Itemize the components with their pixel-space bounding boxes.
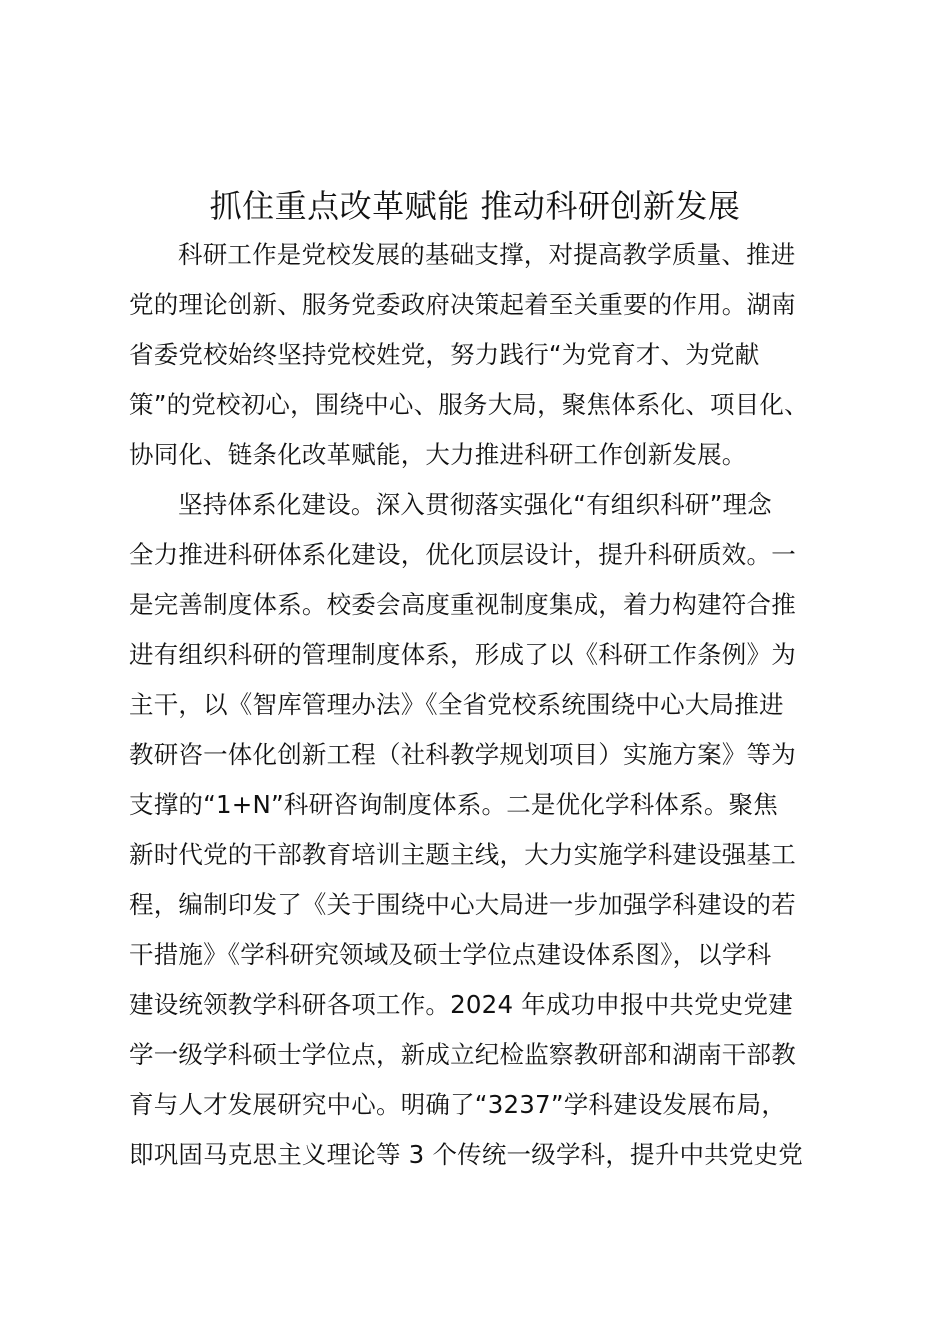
paragraph-2-line-2: 全力推进科研体系化建设，优化顶层设计，提升科研质效。一 — [129, 540, 796, 569]
paragraph-2-line-4: 进有组织科研的管理制度体系，形成了以《科研工作条例》为 — [129, 640, 796, 669]
paragraph-1-line-4: 策”的党校初心，围绕中心、服务大局，聚焦体系化、项目化、 — [129, 390, 809, 419]
paragraph-1-line-3: 省委党校始终坚持党校姓党，努力践行“为党育才、为党献 — [129, 340, 760, 369]
paragraph-2-line-9: 程，编制印发了《关于围绕中心大局进一步加强学科建设的若 — [129, 890, 796, 919]
document-title: 抓住重点改革赋能 推动科研创新发展 — [209, 187, 741, 225]
paragraph-2-line-6: 教研咨一体化创新工程（社科教学规划项目）实施方案》等为 — [129, 740, 796, 769]
paragraph-1-line-2: 党的理论创新、服务党委政府决策起着至关重要的作用。湖南 — [129, 290, 796, 319]
paragraph-2-line-5: 主干，以《智库管理办法》《全省党校系统围绕中心大局推进 — [129, 690, 784, 719]
paragraph-2-line-7: 支撑的“1+N”科研咨询制度体系。二是优化学科体系。聚焦 — [129, 790, 778, 819]
paragraph-2-line-13: 育与人才发展研究中心。明确了“3237”学科建设发展布局， — [129, 1090, 787, 1119]
paragraph-2-line-14: 即巩固马克思主义理论等 3 个传统一级学科，提升中共党史党 — [129, 1140, 803, 1169]
paragraph-2-line-8: 新时代党的干部教育培训主题主线，大力实施学科建设强基工 — [129, 840, 796, 869]
paragraph-2-line-12: 学一级学科硕士学位点，新成立纪检监察教研部和湖南干部教 — [129, 1040, 796, 1069]
paragraph-1-line-5: 协同化、链条化改革赋能，大力推进科研工作创新发展。 — [129, 440, 747, 469]
paragraph-2-line-3: 是完善制度体系。校委会高度重视制度集成，着力构建符合推 — [129, 590, 796, 619]
paragraph-1-line-1: 科研工作是党校发展的基础支撑，对提高教学质量、推进 — [178, 240, 796, 269]
paragraph-2-line-11: 建设统领教学科研各项工作。2024 年成功申报中共党史党建 — [129, 990, 793, 1019]
paragraph-2-line-10: 干措施》《学科研究领域及硕士学位点建设体系图》，以学科 — [129, 940, 772, 969]
paragraph-2-line-1: 坚持体系化建设。深入贯彻落实强化“有组织科研”理念 — [178, 490, 772, 519]
